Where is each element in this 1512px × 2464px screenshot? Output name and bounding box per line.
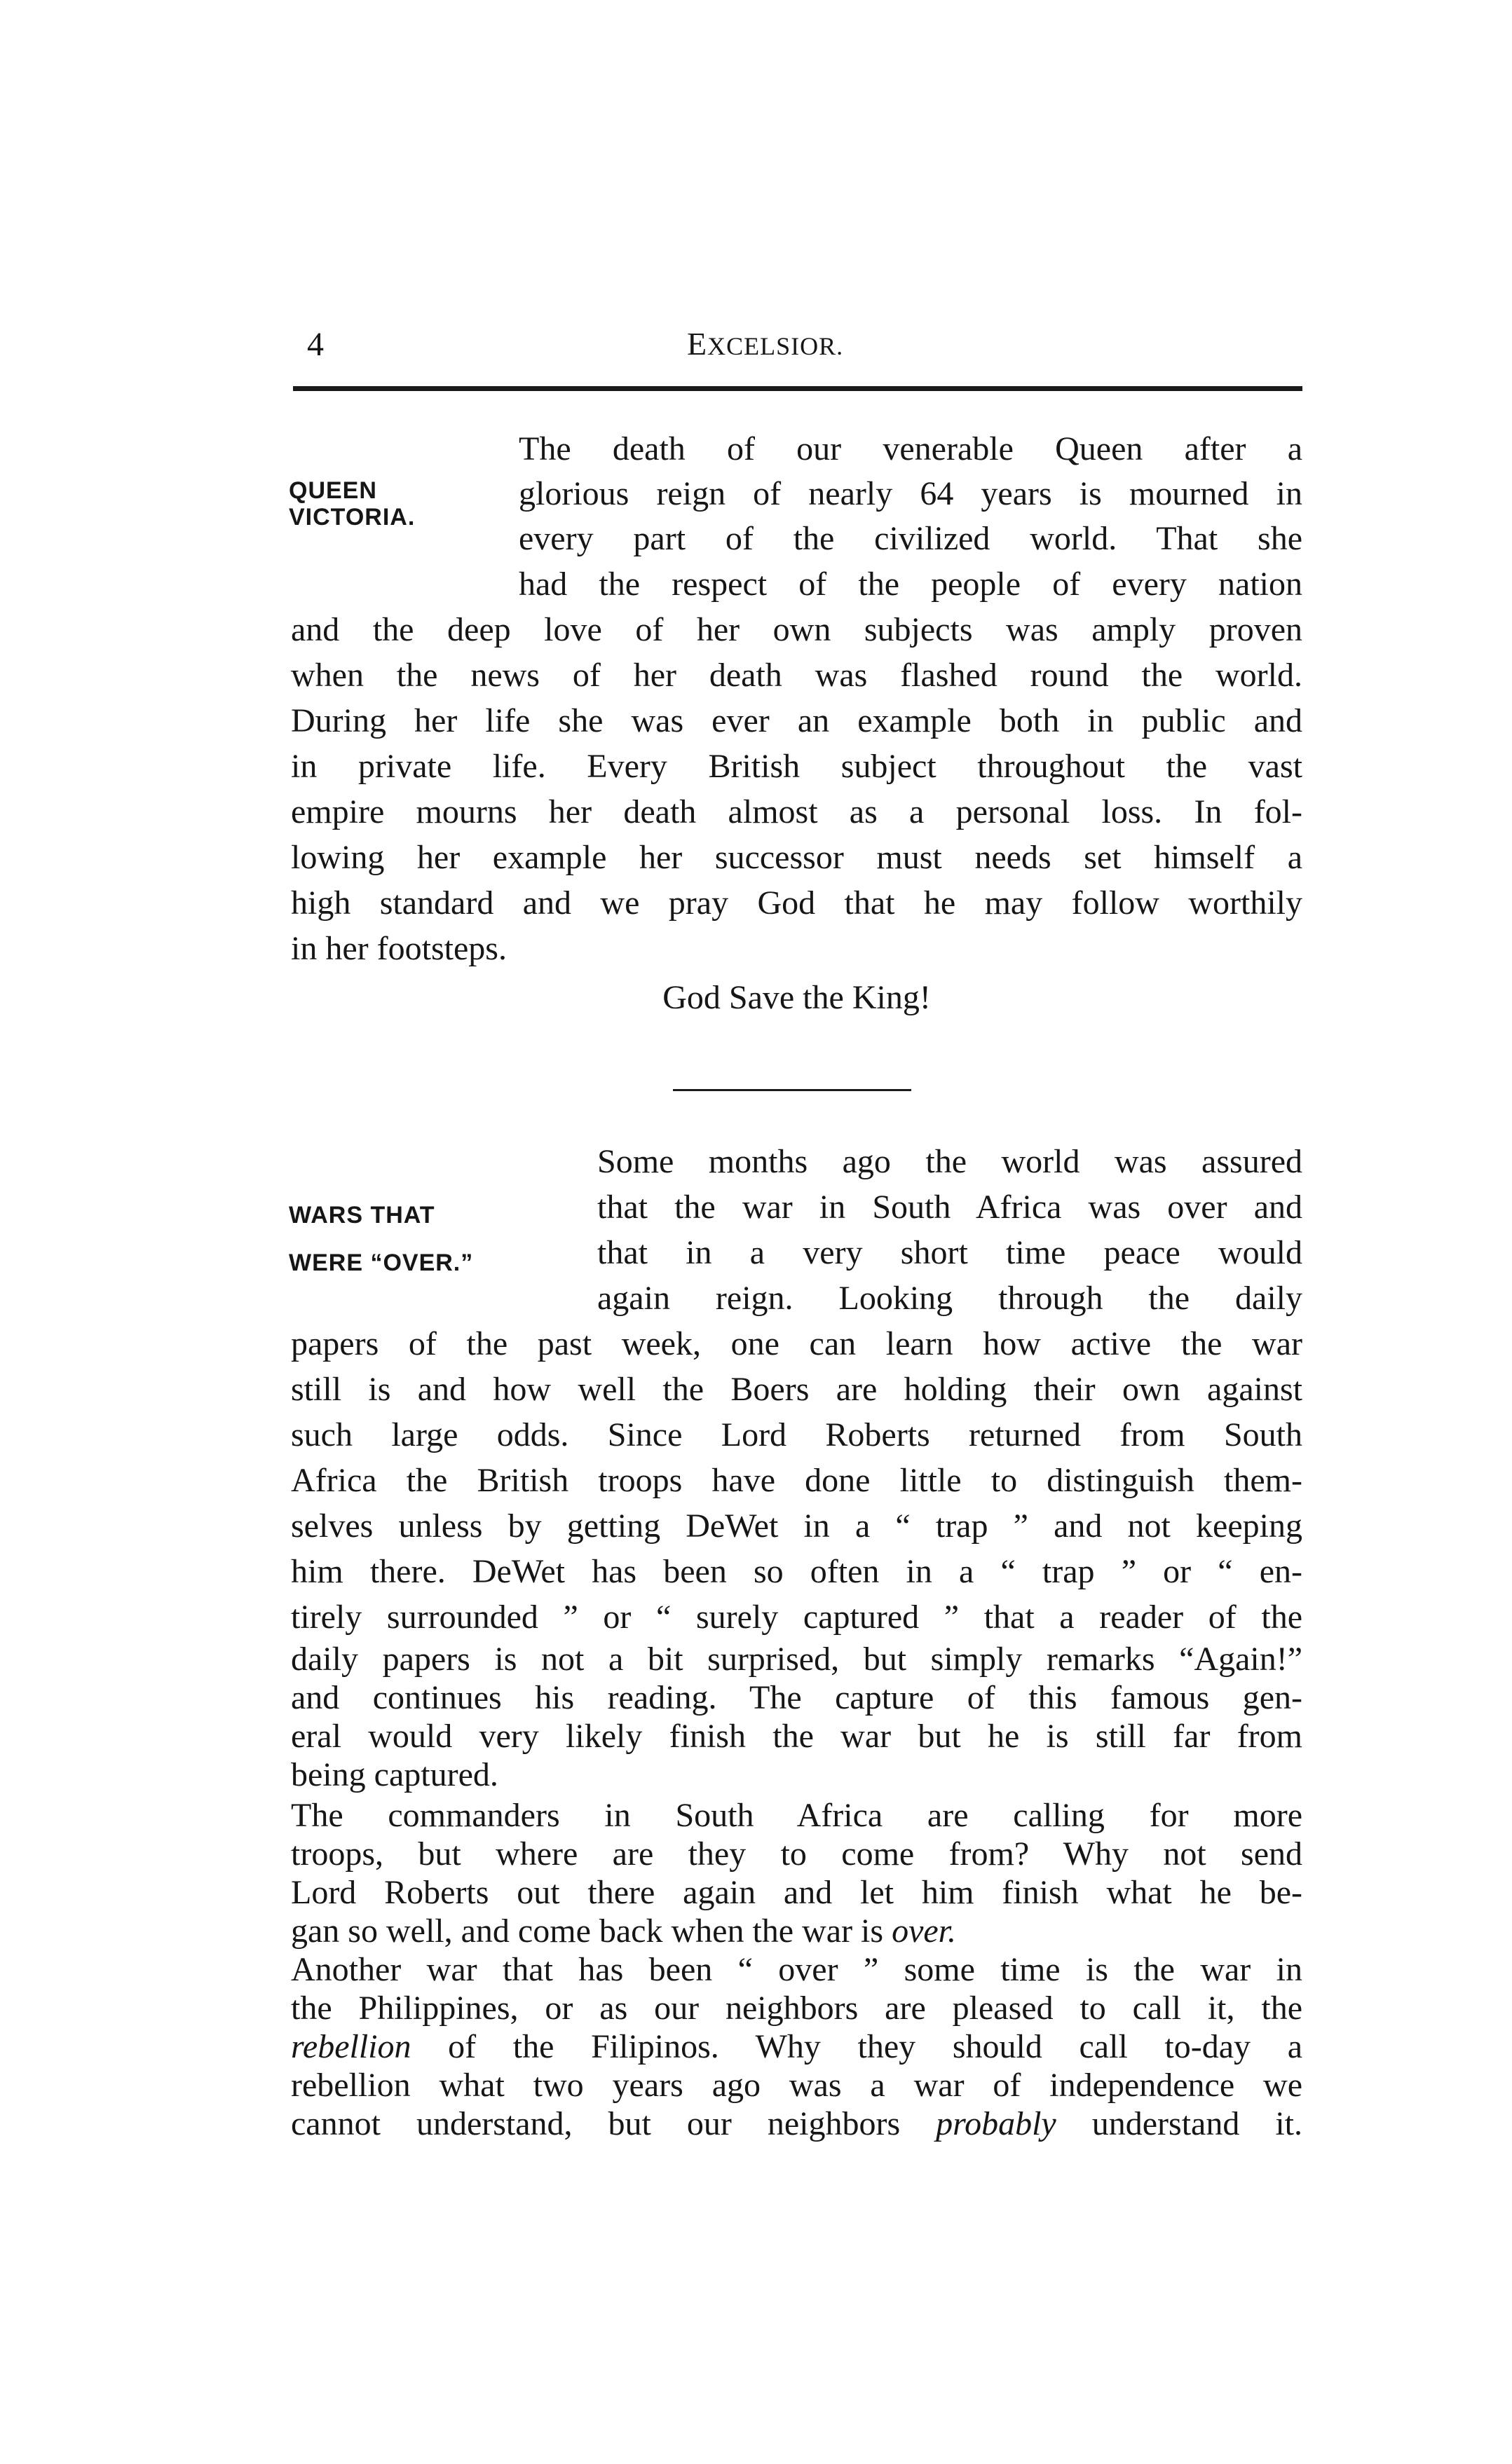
text-line: rebellion what two years ago was a war of independence we [291, 2067, 1302, 2104]
text-line: Some months ago the world was assured [597, 1143, 1302, 1180]
text-line: and the deep love of her own subjects was amply proven [291, 611, 1302, 648]
text-line: papers of the past week, one can learn how active the war [291, 1325, 1302, 1362]
text-line: selves unless by getting DeWet in a “ trap ” and not keeping [291, 1507, 1302, 1545]
running-title-initial: E [687, 326, 708, 362]
side-heading-line: WERE “OVER.” [289, 1250, 474, 1276]
text-line: empire mourns her death almost as a personal loss. In fol- [291, 793, 1302, 830]
text-line: that the war in South Africa was over and [597, 1189, 1302, 1226]
closing-line: God Save the King! [662, 979, 931, 1016]
text-line: and continues his reading. The capture of this famous gen- [291, 1679, 1302, 1716]
text-span: cannot understand, but our neighbors [291, 2105, 901, 2142]
text-span: gan so well, and come back when the war is [291, 1912, 884, 1950]
italic-word: over. [892, 1912, 957, 1950]
side-heading-line: WARS THAT [289, 1202, 435, 1228]
text-line: daily papers is not a bit surprised, but simply remarks “Again!” [291, 1641, 1302, 1678]
page-number: 4 [307, 326, 324, 363]
side-heading-wars-that-were-over [289, 1191, 473, 1287]
text-line: lowing her example her successor must needs set himself a [291, 839, 1302, 876]
text-line: again reign. Looking through the daily [597, 1280, 1302, 1317]
text-line: troops, but where are they to come from? Why not send [291, 1835, 1302, 1873]
text-line: glorious reign of nearly 64 years is mourned in [519, 475, 1302, 512]
text-span: of the Filipinos. Why they should call to-day a [448, 2028, 1303, 2065]
text-line: Another war that has been “ over ” some time is the war in [291, 1951, 1302, 1988]
text-line: that in a very short time peace would [597, 1234, 1302, 1271]
text-line: in her footsteps. [291, 930, 507, 967]
text-line: The death of our venerable Queen after a [519, 430, 1302, 467]
italic-word: probably [936, 2105, 1056, 2142]
text-line: him there. DeWet has been so often in a “ trap ” or “ en- [291, 1553, 1302, 1590]
side-heading-line: QUEEN [289, 477, 377, 504]
header-rule [293, 386, 1302, 391]
text-line: such large odds. Since Lord Roberts returned from South [291, 1416, 1302, 1453]
text-line: During her life she was ever an example both in public and [291, 702, 1302, 739]
running-title [687, 325, 843, 362]
text-line [291, 2102, 1302, 2147]
text-line: still is and how well the Boers are holding their own against [291, 1371, 1302, 1408]
text-line: high standard and we pray God that he may follow worthily [291, 884, 1302, 922]
text-span: understand it. [1091, 2105, 1302, 2142]
side-heading-queen-victoria [289, 477, 415, 531]
text-line: had the respect of the people of every nation [519, 566, 1302, 603]
running-title-rest: XCELSIOR. [707, 332, 844, 360]
text-line: being captured. [291, 1756, 498, 1793]
text-line: in private life. Every British subject throughout the vast [291, 748, 1302, 785]
italic-word: rebellion [291, 2028, 411, 2065]
text-line: The commanders in South Africa are calling for more [291, 1797, 1302, 1834]
text-line: eral would very likely finish the war but he is still far from [291, 1718, 1302, 1755]
text-line: the Philippines, or as our neighbors are pleased to call it, the [291, 1990, 1302, 2027]
section-divider [673, 1089, 911, 1091]
text-line: Africa the British troops have done little to distinguish them- [291, 1462, 1302, 1499]
text-line: tirely surrounded ” or “ surely captured ” that a reader of the [291, 1599, 1302, 1636]
side-heading-line: VICTORIA. [289, 504, 416, 531]
text-line: Lord Roberts out there again and let him finish what he be- [291, 1874, 1302, 1911]
text-line: when the news of her death was flashed round the world. [291, 657, 1302, 694]
text-line: every part of the civilized world. That she [519, 520, 1302, 557]
